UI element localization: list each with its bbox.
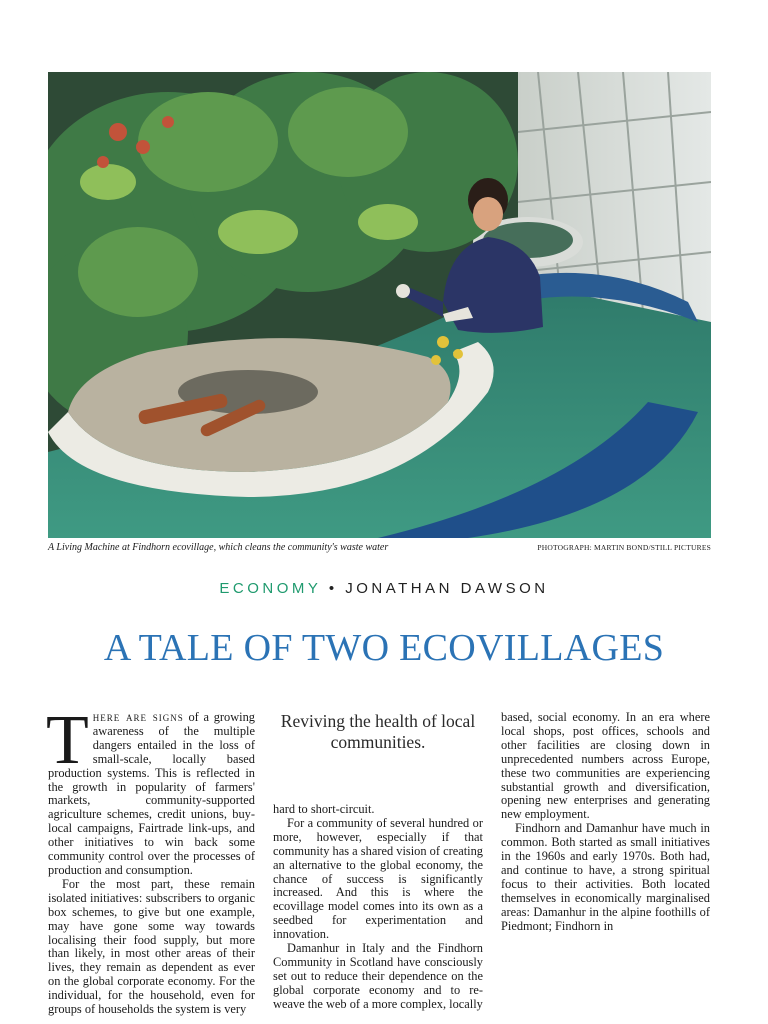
paragraph-1: [46, 702, 255, 878]
article-photo: [48, 72, 711, 538]
paragraph-4: Damanhur in Italy and the Findhorn Community in Scotland have consciously set out to reduce their dependence on the global corporate economy and to re-weave the web of a more complex, locally: [273, 941, 483, 1011]
section-label: ECONOMY: [219, 580, 322, 597]
article-column-3: [501, 711, 710, 934]
byline-separator: •: [328, 580, 338, 597]
photo-caption-row: [48, 541, 711, 555]
paragraph-5: Findhorn and Damanhur have much in common. Both started as small initiatives in the 1960s and early 1970s. Both had, and continue to have, a strong spiritual focus to their activities. Both located themselves in economically marginalised areas: Damanhur in the alpine foothills of Piedmont; Findhorn in: [501, 821, 710, 933]
paragraph-2: For the most part, these remain isolated initiatives: subscribers to organic box schemes, to give but one example, may have gone some way towards localising their food supply, but more than likely, in most other areas of their lives, they remain as dependent as ever on the global corporate economy. For the individual, for the household, even for groups of households the system is very: [48, 876, 255, 1017]
living-machine-illustration: [48, 72, 711, 538]
pull-quote: Reviving the health of local communities.: [280, 711, 476, 752]
paragraph-2: hard to short-circuit.: [273, 802, 375, 816]
lead-in-smallcaps: here are signs: [92, 710, 184, 724]
paragraph-3: For a community of several hundred or more, however, especially if that community has a shared vision of creating an alternative to the global economy, the chance of success is significantly increased. And this is where the ecovillage model comes into its own as a seedbed for experimentation and innovation.: [273, 815, 483, 942]
photo-credit: PHOTOGRAPH: MARTIN BOND/STILL PICTURES: [537, 543, 711, 552]
section-byline: [0, 580, 768, 597]
article-title: A TALE OF TWO ECOVILLAGES: [103, 627, 665, 669]
paragraph-4: based, social economy. In an era where local shops, post offices, schools and other facilities are closing down in unprecedented numbers across Europe, these two communities are experiencing substantial growth and diversification, opening new enterprises and generating new employment.: [501, 710, 710, 822]
author-name: JONATHAN DAWSON: [345, 580, 549, 597]
drop-cap: T: [46, 702, 89, 779]
article-column-2: [273, 711, 483, 1012]
paragraph-1-text: of a growing awareness of the multiple dangers entailed in the loss of small-scale, locally based production systems. This is reflected in the growth in popularity of farmers' markets, community-supported agriculture schemes, credit unions, buy-local campaigns, Fairtrade link-ups, and other initiatives to win back some community control over the processes of production and consumption.: [48, 710, 255, 877]
article-column-1: [46, 702, 255, 1017]
photo-caption: A Living Machine at Findhorn ecovillage, which cleans the community's waste water: [48, 542, 389, 553]
